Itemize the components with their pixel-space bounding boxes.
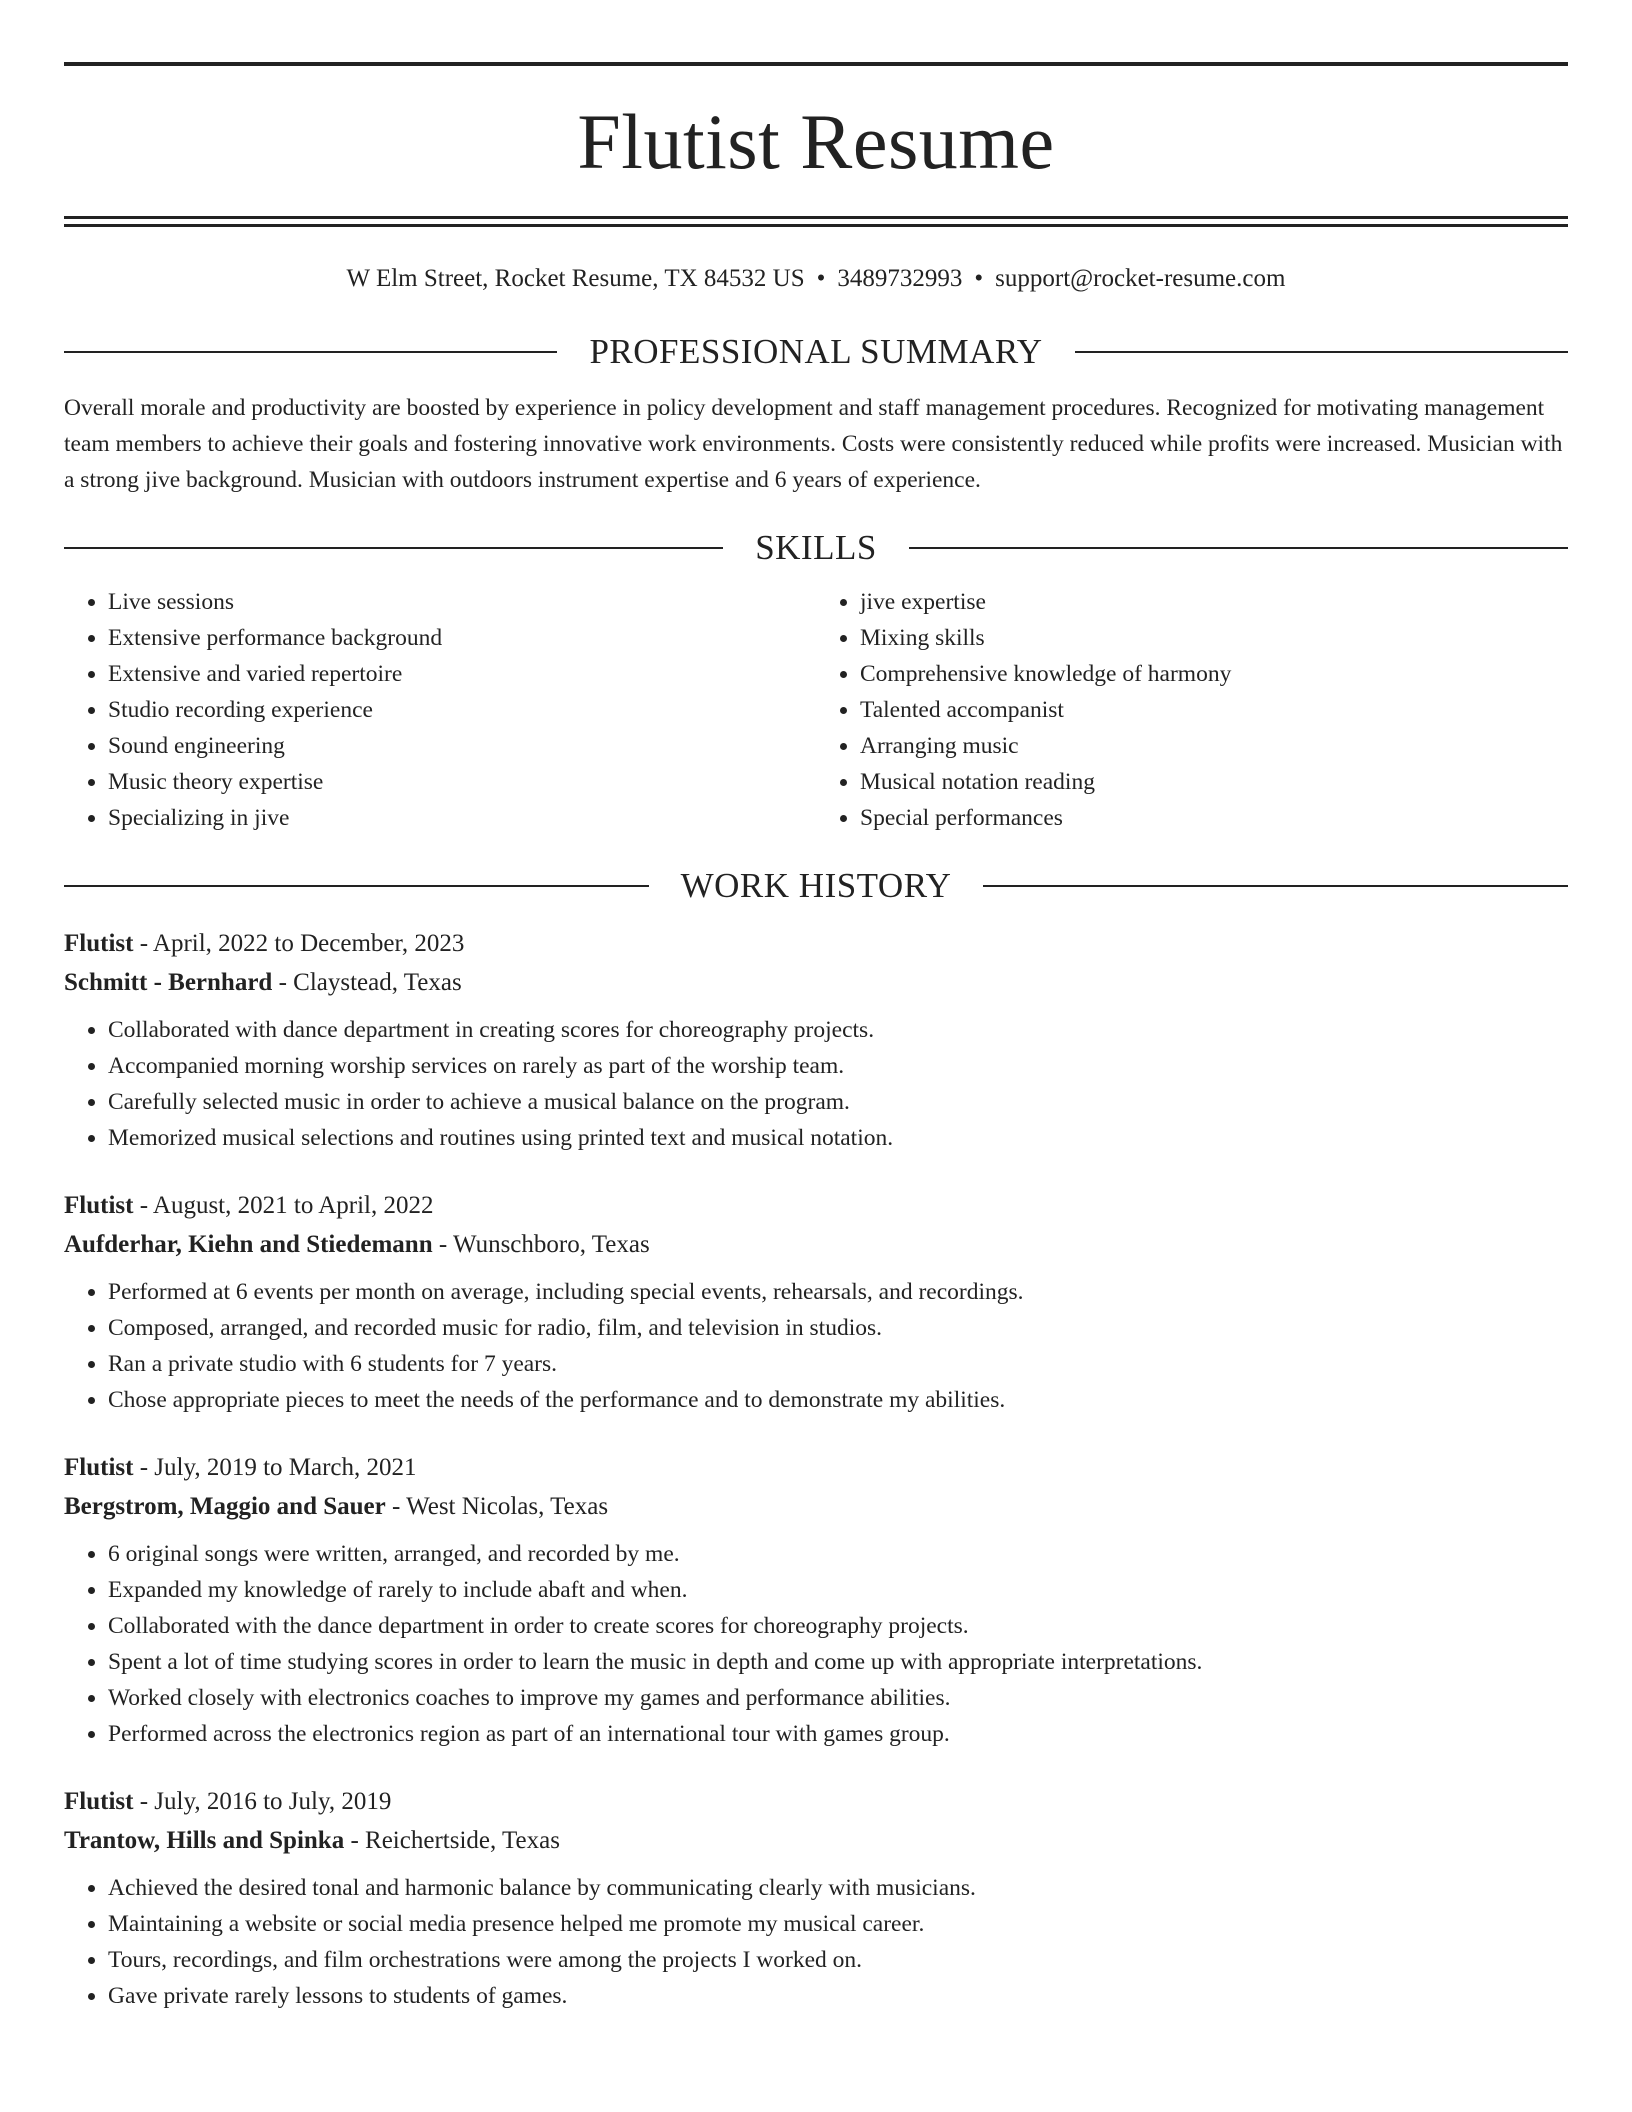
job-bullets (64, 1274, 1568, 1418)
skill-item: • Live sessions (108, 584, 816, 620)
top-rule (64, 62, 1568, 66)
job-company: Aufderhar, Kiehn and Stiedemann (64, 1231, 433, 1258)
job-bullet: • Expanded my knowledge of rarely to include abaft and when. (108, 1572, 1568, 1608)
job-company: Schmitt - Bernhard (64, 969, 273, 996)
contact-separator: • (816, 265, 826, 292)
summary-text: Overall morale and productivity are boosted by experience in policy development and staff management procedures. Recognized for motivating management team members to achieve their goals and fostering innovative work environments. Costs were consistently reduced while profits were increased. Musician with a strong jive background. Musician with outdoors instrument expertise and 6 years of experience. (64, 395, 1563, 493)
job-entry (64, 924, 1568, 1156)
work-history-heading-text: WORK HISTORY (680, 866, 952, 905)
job-bullet: • Memorized musical selections and routines using printed text and musical notation. (108, 1120, 1568, 1156)
job-bullet: • Worked closely with electronics coaches to improve my games and performance abilities. (108, 1680, 1568, 1716)
job-title: Flutist (64, 1192, 134, 1219)
job-bullet: • Composed, arranged, and recorded music for radio, film, and television in studios. (108, 1310, 1568, 1346)
contact-separator: • (974, 265, 984, 292)
skill-item: • Sound engineering (108, 728, 816, 764)
job-entry (64, 1186, 1568, 1418)
job-bullet: • Achieved the desired tonal and harmonic balance by communicating clearly with musicians. (108, 1870, 1568, 1906)
resume-page (64, 62, 1568, 2014)
heading-rule-left (64, 885, 649, 887)
job-bullet: • Maintaining a website or social media presence helped me promote my musical career. (108, 1906, 1568, 1942)
job-bullets (64, 1536, 1568, 1752)
skill-item: • Musical notation reading (860, 764, 1568, 800)
job-bullet: • Collaborated with dance department in creating scores for choreography projects. (108, 1012, 1568, 1048)
job-location: - West Nicolas, Texas (385, 1493, 609, 1520)
contact-address: W Elm Street, Rocket Resume, TX 84532 US (346, 265, 805, 292)
job-location: - Wunschboro, Texas (432, 1231, 650, 1258)
title-double-rule (64, 216, 1568, 227)
skill-item: • jive expertise (860, 584, 1568, 620)
skill-item: • Arranging music (860, 728, 1568, 764)
contact-line (64, 262, 1568, 296)
job-company-line (64, 1821, 1568, 1860)
skill-item: • Talented accompanist (860, 692, 1568, 728)
heading-rule-right (909, 547, 1568, 549)
heading-rule-right (983, 885, 1568, 887)
contact-phone: 3489732993 (837, 265, 963, 292)
summary-heading-text: PROFESSIONAL SUMMARY (589, 332, 1043, 371)
job-title-line (64, 924, 1568, 963)
skills-list (64, 584, 1568, 836)
skills-column-left (64, 584, 816, 836)
skill-item: • Special performances (860, 800, 1568, 836)
skill-item: • Specializing in jive (108, 800, 816, 836)
job-bullet: • Spent a lot of time studying scores in order to learn the music in depth and come up with appropriate interpretations. (108, 1644, 1568, 1680)
job-title-line (64, 1186, 1568, 1225)
job-company-line (64, 963, 1568, 1002)
skill-item: • Music theory expertise (108, 764, 816, 800)
skill-item: • Mixing skills (860, 620, 1568, 656)
job-dates: - July, 2019 to March, 2021 (133, 1454, 417, 1481)
job-bullet: • 6 original songs were written, arranged, and recorded by me. (108, 1536, 1568, 1572)
job-title: Flutist (64, 930, 134, 957)
job-bullet: • Performed across the electronics region as part of an international tour with games group. (108, 1716, 1568, 1752)
job-bullet: • Tours, recordings, and film orchestrations were among the projects I worked on. (108, 1942, 1568, 1978)
job-title-line (64, 1782, 1568, 1821)
skill-item: • Extensive and varied repertoire (108, 656, 816, 692)
job-entry (64, 1448, 1568, 1752)
job-bullet: • Gave private rarely lessons to students of games. (108, 1978, 1568, 2014)
job-bullets (64, 1012, 1568, 1156)
skills-column-right (816, 584, 1568, 836)
job-bullet: • Chose appropriate pieces to meet the needs of the performance and to demonstrate my abilities. (108, 1382, 1568, 1418)
job-title: Flutist (64, 1788, 134, 1815)
job-company: Trantow, Hills and Spinka (64, 1827, 345, 1854)
job-company-line (64, 1487, 1568, 1526)
job-dates: - August, 2021 to April, 2022 (133, 1192, 434, 1219)
job-company: Bergstrom, Maggio and Sauer (64, 1493, 386, 1520)
skill-item: • Extensive performance background (108, 620, 816, 656)
job-bullet: • Carefully selected music in order to achieve a musical balance on the program. (108, 1084, 1568, 1120)
work-history-heading (64, 866, 1568, 906)
contact-email: support@rocket-resume.com (995, 265, 1286, 292)
skills-heading-text: SKILLS (755, 528, 877, 567)
job-title-line (64, 1448, 1568, 1487)
job-bullet: • Ran a private studio with 6 students for 7 years. (108, 1346, 1568, 1382)
job-bullets (64, 1870, 1568, 2014)
job-title: Flutist (64, 1454, 134, 1481)
job-dates: - April, 2022 to December, 2023 (133, 930, 465, 957)
skill-item: • Studio recording experience (108, 692, 816, 728)
skills-heading (64, 528, 1568, 568)
summary-heading (64, 332, 1568, 372)
heading-rule-right (1075, 351, 1568, 353)
job-location: - Reichertside, Texas (344, 1827, 560, 1854)
heading-rule-left (64, 547, 723, 549)
job-company-line (64, 1225, 1568, 1264)
job-entry (64, 1782, 1568, 2014)
job-location: - Claystead, Texas (272, 969, 462, 996)
job-bullet: • Collaborated with the dance department in order to create scores for choreography projects. (108, 1608, 1568, 1644)
resume-title: Flutist Resume (577, 98, 1055, 185)
skill-item: • Comprehensive knowledge of harmony (860, 656, 1568, 692)
job-bullet: • Accompanied morning worship services on rarely as part of the worship team. (108, 1048, 1568, 1084)
job-bullet: • Performed at 6 events per month on average, including special events, rehearsals, and recordings. (108, 1274, 1568, 1310)
heading-rule-left (64, 351, 557, 353)
job-dates: - July, 2016 to July, 2019 (133, 1788, 392, 1815)
